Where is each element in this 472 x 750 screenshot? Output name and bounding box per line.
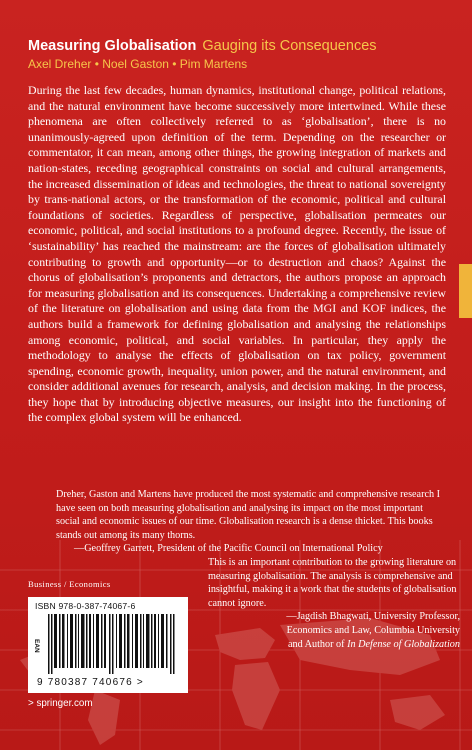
review-quote-attribution: —Geoffrey Garrett, President of the Pacific Council on International Policy (74, 543, 383, 555)
cited-book-title: In Defense of Globalization (347, 638, 460, 650)
author-of-prefix: and Author of (287, 638, 348, 650)
publisher-link[interactable]: > springer.com (28, 698, 93, 709)
title-line (28, 38, 458, 55)
review-quote-bhagwati (208, 556, 460, 651)
book-title: Measuring Globalisation (28, 38, 197, 54)
authors: Axel Dreher • Noel Gaston • Pim Martens (28, 57, 248, 71)
isbn-number: ISBN 978-0-387-74067-6 (35, 601, 136, 611)
ean-label: EAN (33, 639, 40, 653)
barcode-panel (28, 597, 188, 693)
category-secondary: Economics (69, 579, 111, 589)
header (28, 38, 458, 73)
review-quote-garrett (56, 488, 448, 556)
barcode-bars (48, 614, 176, 674)
category-primary: Business (28, 579, 62, 589)
review-quote-attribution-line: Economics and Law, Columbia University (286, 624, 460, 636)
review-quote-text: Dreher, Gaston and Martens have produced the most systematic and comprehensive research I have seen on both measuring globalisation and analysing its impact on the most important social and economic issues of our time. Globalisation research is a dense thicket. This books stands out among its many thorns. (56, 489, 441, 541)
description-blurb: During the last few decades, human dynamics, institutional change, political relations, and the natural environment have become successively more intertwined. While these phenomena are often collectively referred to as ‘globalisation’, there is no unanimously-agreed upon definition of the term. Depending on the researcher or commentator, it can mean, among other things, the growing integration of markets and nation-states, receding geographical constraints on social and cultural arrangements, the increased dissemination of ideas and technologies, the threat to national sovereignty by trans-national actors, or the transformation of the economic, political and cultural foundations of societies. Regardless of perspective, globalisation permeates our economic, political, and social institutions to a profound degree. Recently, the issue of ‘sustainability’ has reached the mainstream: are the forces of globalisation ultimately contributing to growth and opportunity—or to destruction and chaos? Against the chorus of globalisation’s proponents and detractors, the authors propose an approach for measuring globalisation and its consequences. Undertaking a comprehensive review of the literature on globalisation and using data from the MGI and KOF indices, the authors build a framework for defining globalisation and analysing the relationships among economic, political, and social variables. In particular, they apply the methodology to analyse the effects of globalisation on tax policy, government spending, economic growth, inequality, union power, and the natural environment, and consider additional avenues for research, analysis, and decision making. In the process, they hope that by introducing objective measures, our insight into the functioning of the complex global system will be enhanced. (28, 83, 446, 425)
category-separator: / (61, 579, 70, 589)
ean-digits: 9 780387 740676 > (37, 677, 144, 688)
spine-color-tab (459, 264, 472, 318)
subject-category (28, 579, 111, 589)
review-quote-attribution-line: —Jagdish Bhagwati, University Professor, (286, 611, 460, 623)
review-quote-attribution-line (208, 638, 460, 652)
book-subtitle: Gauging its Consequences (202, 38, 377, 54)
review-quote-text: This is an important contribution to the growing literature on measuring globalisation. The analysis is comprehensive and insightful, making it a work that the students of globalisation cannot ignore. (208, 557, 457, 609)
